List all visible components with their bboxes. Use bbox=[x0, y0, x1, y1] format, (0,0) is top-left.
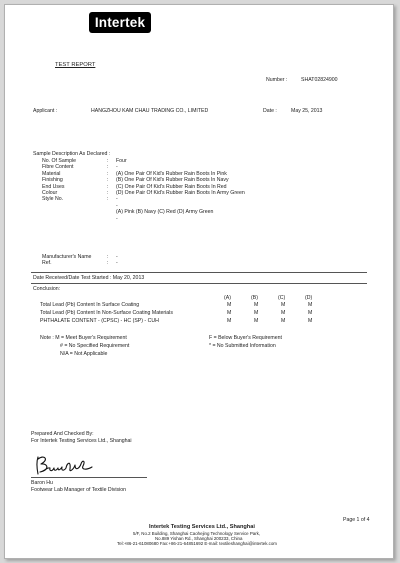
column-header: (A) bbox=[224, 295, 231, 301]
field-value: (A) One Pair Of Kid's Rubber Rain Boots In Pink bbox=[116, 170, 227, 177]
conclusion-cell: M bbox=[254, 302, 259, 308]
conclusion-cell: M bbox=[308, 302, 313, 308]
intertek-logo: Intertek bbox=[89, 12, 151, 33]
footer-address-2: No.889 Yishan Rd., Shanghai 200233, China bbox=[155, 536, 243, 541]
field-value: - bbox=[116, 196, 118, 203]
field-value: - bbox=[116, 202, 118, 209]
sample-field-labels bbox=[42, 158, 76, 203]
field-value: (D) One Pair Of Kid's Rubber Rain Boots In Army Green bbox=[116, 190, 245, 197]
conclusion-row-label: PHTHALATE CONTENT - (CPSC) - HC (SP) - CUH bbox=[40, 318, 159, 324]
note-no-spec: # = No Specified Requirement bbox=[60, 343, 130, 349]
manufacturer-values bbox=[116, 254, 118, 267]
note-below: F = Below Buyer's Requirement bbox=[209, 335, 282, 341]
field-value: (B) One Pair Of Kid's Rubber Rain Boots In Navy bbox=[116, 177, 229, 184]
conclusion-row-label: Total Lead (Pb) Content In Surface Coating bbox=[40, 302, 140, 308]
prepared-by: Prepared And Checked By: bbox=[31, 431, 94, 437]
manufacturer-labels bbox=[42, 254, 91, 267]
signature-image bbox=[31, 451, 101, 477]
field-sep: : bbox=[107, 164, 109, 171]
manufacturer-separators bbox=[107, 254, 108, 267]
conclusion-cell: M bbox=[254, 310, 259, 316]
field-sep: : bbox=[107, 254, 109, 260]
date-value: May 25, 2013 bbox=[291, 108, 323, 114]
signer-name: Baron Hu bbox=[31, 480, 53, 486]
signer-role: Footwear Lab Manager of Textile Division bbox=[31, 487, 127, 493]
field-sep: : bbox=[107, 260, 109, 267]
conclusion-row-label: Total Lead (Pb) Content In Non-Surface Coating Materials bbox=[40, 310, 173, 316]
field-sep: : bbox=[107, 183, 109, 190]
field-sep: : bbox=[107, 177, 109, 184]
ref-value: - bbox=[116, 260, 118, 267]
conclusion-cell: M bbox=[227, 318, 232, 324]
footer-address-1: 5/F, No.2 Building, Shanghai Caohejing Technology Service Park, bbox=[133, 531, 261, 536]
conclusion-cell: M bbox=[254, 318, 259, 324]
sample-heading: Sample Description As Declared : bbox=[33, 151, 111, 157]
field-value: Four bbox=[116, 158, 127, 164]
conclusion-cell: M bbox=[308, 318, 313, 324]
applicant-label: Applicant : bbox=[33, 108, 58, 114]
field-value: - bbox=[116, 215, 118, 222]
report-title: TEST REPORT bbox=[55, 62, 96, 68]
field-value: - bbox=[116, 164, 118, 171]
signature-line bbox=[31, 477, 147, 478]
sample-field-values bbox=[116, 158, 245, 222]
date-label: Date : bbox=[263, 108, 277, 114]
divider bbox=[31, 272, 367, 273]
field-label: Style No. bbox=[42, 196, 64, 203]
field-label: Finishing bbox=[42, 177, 63, 184]
field-sep: : bbox=[107, 196, 109, 203]
note-na: N/A = Not Applicable bbox=[60, 351, 108, 357]
field-label: No. Of Sample bbox=[42, 158, 77, 164]
footer-company: Intertek Testing Services Ltd., Shanghai bbox=[149, 524, 255, 530]
manufacturer-value: - bbox=[116, 254, 118, 260]
field-sep: : bbox=[107, 190, 109, 197]
date-received: Date Received/Date Test Started : May 20, 2013 bbox=[33, 275, 145, 281]
ref-label: Ref. bbox=[42, 260, 52, 267]
number-value: SHAT02824900 bbox=[301, 77, 338, 83]
conclusion-cell: M bbox=[227, 310, 232, 316]
conclusion-heading: Conclusion: bbox=[33, 286, 61, 292]
conclusion-cell: M bbox=[281, 310, 286, 316]
column-header: (C) bbox=[278, 295, 286, 301]
sample-field-separators bbox=[107, 158, 108, 203]
field-value: (A) Pink (B) Navy (C) Red (D) Army Green bbox=[116, 209, 214, 216]
page-number: Page 1 of 4 bbox=[343, 517, 370, 523]
footer-contact: Tel:+86-21-61080680 Fax:+86-21-64851692 E-mail: textileshanghai@intertek.com bbox=[117, 541, 277, 546]
conclusion-cell: M bbox=[281, 302, 286, 308]
conclusion-cell: M bbox=[227, 302, 232, 308]
field-label: End Uses bbox=[42, 183, 65, 190]
column-header: (B) bbox=[251, 295, 258, 301]
field-label: Fibre Content bbox=[42, 164, 74, 171]
field-label: Colour bbox=[42, 190, 58, 197]
manufacturer-label: Manufacturer's Name bbox=[42, 254, 92, 260]
field-sep: : bbox=[107, 170, 109, 177]
note-no-info: * = No Submitted Information bbox=[209, 343, 276, 349]
report-page bbox=[4, 4, 394, 559]
conclusion-cell: M bbox=[281, 318, 286, 324]
applicant-value: HANGZHOU KAM CHAU TRADING CO., LIMITED bbox=[91, 108, 209, 114]
note-meet: Note : M = Meet Buyer's Requirement bbox=[40, 335, 127, 341]
field-value: (C) One Pair Of Kid's Rubber Rain Boots In Red bbox=[116, 183, 227, 190]
number-label: Number : bbox=[266, 77, 288, 83]
field-sep: : bbox=[107, 158, 109, 164]
column-header: (D) bbox=[305, 295, 313, 301]
field-label: Material bbox=[42, 170, 61, 177]
conclusion-cell: M bbox=[308, 310, 313, 316]
divider bbox=[31, 283, 367, 284]
prepared-company: For Intertek Testing Services Ltd., Shanghai bbox=[31, 438, 132, 444]
